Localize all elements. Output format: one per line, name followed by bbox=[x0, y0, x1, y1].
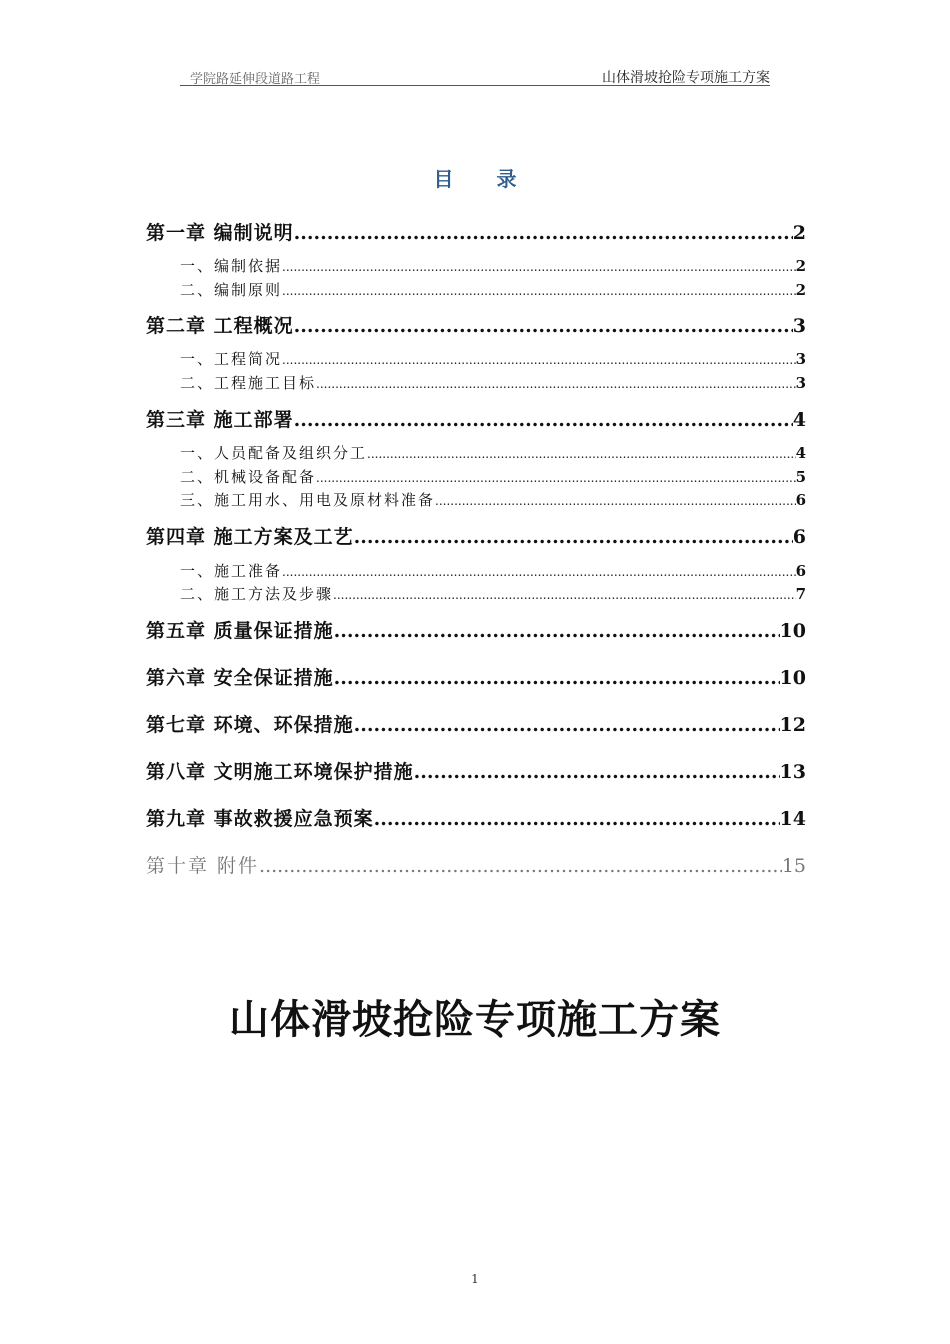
toc-chapter-2[interactable] bbox=[146, 311, 806, 338]
toc-label: 第二章 工程概况 bbox=[146, 315, 294, 337]
toc-section-3-1[interactable] bbox=[180, 442, 806, 463]
toc-title: 目 录 bbox=[433, 167, 535, 191]
toc-label: 二、机械设备配备 bbox=[180, 468, 317, 486]
toc-label: 一、施工准备 bbox=[180, 562, 283, 580]
toc-chapter-6[interactable] bbox=[146, 663, 806, 690]
toc-label: 二、工程施工目标 bbox=[180, 374, 317, 392]
toc-section-2-1[interactable] bbox=[180, 348, 806, 369]
toc-page: 13 bbox=[779, 761, 806, 783]
toc-page: 6 bbox=[795, 562, 806, 580]
toc-leader bbox=[435, 494, 796, 508]
document-title: 山体滑坡抢险专项施工方案 bbox=[229, 996, 721, 1043]
toc-leader bbox=[282, 565, 796, 579]
toc-leader bbox=[374, 808, 780, 830]
toc-section-1-1[interactable] bbox=[180, 255, 806, 276]
page-number: 1 bbox=[471, 1272, 479, 1286]
toc-chapter-10[interactable] bbox=[146, 851, 806, 878]
toc-leader bbox=[294, 222, 793, 244]
toc-page: 6 bbox=[795, 491, 806, 509]
toc-page: 2 bbox=[792, 222, 806, 244]
toc-label: 三、施工用水、用电及原材料准备 bbox=[180, 491, 436, 509]
toc-page: 12 bbox=[779, 714, 806, 736]
toc-leader bbox=[316, 377, 796, 391]
toc-leader bbox=[259, 855, 782, 877]
toc-page: 3 bbox=[795, 350, 806, 368]
toc-chapter-1[interactable] bbox=[146, 218, 806, 245]
toc-page: 6 bbox=[792, 526, 806, 548]
toc-label: 第八章 文明施工环境保护措施 bbox=[146, 761, 414, 783]
toc-page: 7 bbox=[795, 585, 806, 603]
toc-page: 4 bbox=[795, 444, 806, 462]
toc-chapter-3[interactable] bbox=[146, 405, 806, 432]
toc-page: 5 bbox=[795, 468, 806, 486]
toc-label: 二、编制原则 bbox=[180, 281, 283, 299]
toc-label: 一、编制依据 bbox=[180, 257, 283, 275]
toc-section-1-2[interactable] bbox=[180, 279, 806, 300]
toc-label: 第六章 安全保证措施 bbox=[146, 667, 334, 689]
toc-page: 4 bbox=[792, 409, 806, 431]
toc-section-4-1[interactable] bbox=[180, 560, 806, 581]
toc-leader bbox=[354, 526, 793, 548]
toc-page: 2 bbox=[795, 257, 806, 275]
toc-section-2-2[interactable] bbox=[180, 372, 806, 393]
toc-page: 10 bbox=[779, 667, 806, 689]
toc-section-3-2[interactable] bbox=[180, 466, 806, 487]
toc-section-3-3[interactable] bbox=[180, 489, 806, 510]
toc-page: 2 bbox=[795, 281, 806, 299]
toc-chapter-4[interactable] bbox=[146, 522, 806, 549]
toc-leader bbox=[334, 620, 780, 642]
toc-chapter-5[interactable] bbox=[146, 616, 806, 643]
toc-leader bbox=[316, 471, 796, 485]
toc-leader bbox=[334, 667, 780, 689]
toc-label: 第三章 施工部署 bbox=[146, 409, 294, 431]
toc-leader bbox=[282, 260, 796, 274]
toc-leader bbox=[354, 714, 780, 736]
toc-leader bbox=[367, 447, 796, 461]
toc-chapter-7[interactable] bbox=[146, 710, 806, 737]
toc-leader bbox=[282, 284, 796, 298]
toc-leader bbox=[282, 353, 796, 367]
toc-label: 第七章 环境、环保措施 bbox=[146, 714, 354, 736]
toc-page: 15 bbox=[781, 855, 806, 877]
toc-label: 一、工程简况 bbox=[180, 350, 283, 368]
toc-page: 3 bbox=[795, 374, 806, 392]
toc-page: 14 bbox=[779, 808, 806, 830]
toc-label: 第四章 施工方案及工艺 bbox=[146, 526, 354, 548]
header-rule bbox=[180, 85, 770, 86]
toc-label: 一、人员配备及组织分工 bbox=[180, 444, 368, 462]
header-document-name: 山体滑坡抢险专项施工方案 bbox=[602, 70, 770, 86]
toc-label: 第一章 编制说明 bbox=[146, 222, 294, 244]
toc-label: 第十章 附件 bbox=[146, 855, 260, 877]
toc-section-4-2[interactable] bbox=[180, 583, 806, 604]
toc-label: 二、施工方法及步骤 bbox=[180, 585, 334, 603]
toc-page: 10 bbox=[779, 620, 806, 642]
toc-leader bbox=[414, 761, 780, 783]
toc-page: 3 bbox=[792, 315, 806, 337]
toc-chapter-9[interactable] bbox=[146, 804, 806, 831]
toc-label: 第五章 质量保证措施 bbox=[146, 620, 334, 642]
toc-leader bbox=[294, 315, 793, 337]
toc-label: 第九章 事故救援应急预案 bbox=[146, 808, 374, 830]
header-project-name: 学院路延伸段道路工程 bbox=[190, 72, 321, 87]
toc-leader bbox=[294, 409, 793, 431]
toc-chapter-8[interactable] bbox=[146, 757, 806, 784]
toc-leader bbox=[333, 588, 796, 602]
